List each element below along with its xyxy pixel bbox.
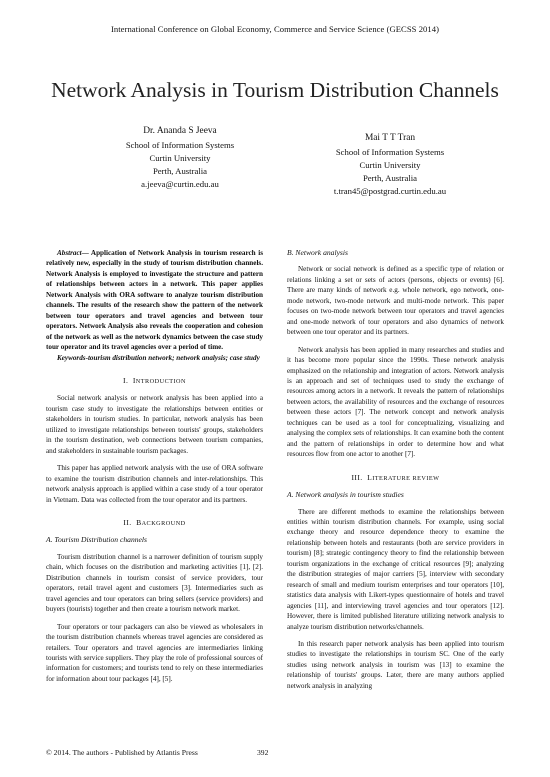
literature-paragraph-1: There are different methods to examine the relationships between entities within tourism distribution channels. For example, using social exchange theory and resource dependence theory to examine the relationship between hotels and restaurants (both are service providers in tourism) [8]; strategic contingency theory to find the relationship between tourism organizations in the exchange of critical resources [9]; analyzing the distribution strategies of major carriers [5], interview with secondary research of small and medium tourism enterprises and tour operators [10], statistics data analysis with Likert-types questionnaire of hotels and travel agencies [11], and interviewing travel agencies and tour operators [12]. However, there is limited published literature utilizing network analysis to analyze tourism distribution networks/channels. [287, 507, 504, 631]
abstract [46, 248, 263, 353]
section-heading-literature-review: III. LITERATURE REVIEW [351, 472, 440, 482]
background-paragraph-3: Network or social network is defined as a specific type of relation or relations linking a set or sets of actors (persons, objects or events) [6]. There are many kinds of network e.g. whole network, ego network, one-mode network, two-mode network and multi-mode network. This paper focuses on two-mode network between tour operators and travel agencies and one-mode network of tour operators and also dynamics of network between one tour operator and its partners. [287, 265, 504, 337]
background-paragraph-2: Tour operators or tour packagers can also be viewed as wholesalers in the tourism distribution channels whereas travel agencies are considered as retailers. Tour operators and travel agencies are intermediaries linking tourists with service suppliers. They play the role of professional sources of information for customers; and tourists tend to rely on these intermediaries for information about tour packages [4], [5]. [46, 622, 263, 683]
author-location: Perth, Australia [362, 173, 418, 183]
background-paragraph-1: Tourism distribution channel is a narrower definition of tourism supply chain, which focuses on the distribution and marketing activities [1], [2]. Distribution channels in tourism consist of service providers, tour operators, retail travel agent and customers [3]. Intermediaries such as travel agencies and tour operators can bring sellers (service providers) and buyers (tourists) together and then create a tourism network market. [46, 552, 263, 614]
author-name: Mai T T Tran [364, 133, 416, 143]
footer-copyright: © 2014. The authors - Published by Atlantis Press [46, 748, 198, 757]
paper-title: Network Analysis in Tourism Distribution Channels [51, 78, 499, 102]
author-block-2 [300, 132, 480, 198]
author-affiliation: School of Information Systems [335, 147, 445, 157]
abstract-lead: Abstract [57, 249, 82, 257]
keywords: Keywords-tourism distribution network; network analysis; case study [57, 353, 260, 362]
subsection-heading-distribution-channels: A. Tourism Distribution channels [46, 535, 147, 545]
section-heading-introduction: I. INTRODUCTION [123, 375, 186, 385]
author-institution: Curtin University [149, 153, 211, 163]
author-email: t.tran45@postgrad.curtin.edu.au [333, 186, 447, 196]
author-affiliation: School of Information Systems [125, 140, 235, 150]
author-email: a.jeeva@curtin.edu.au [141, 179, 219, 189]
background-paragraph-4: Network analysis has been applied in many researches and studies and it has become more popular since the 1990s. These network analysis emphasized on the relationship and integration of actors. Network analysis is an approach and set of techniques used to study the exchange of resources among actors in a network. It reveals the pattern of relationships between actors, the availability of resources and the exchange of resources between these actors [7]. The network concept and network analysis techniques can be used as a tool for conceptualizing, visualizing and analysing the complex sets of relationships. It can examine both the content and the pattern of relationships in order to determine how and what resources flow from one actor to another [7]. [287, 345, 504, 459]
page-number: 392 [257, 748, 269, 757]
subsection-heading-network-analysis: B. Network analysis [287, 248, 348, 257]
author-block-1 [90, 125, 270, 191]
intro-paragraph-1: Social network analysis or network analysis has been applied into a tourism case study to investigate the relationships between entities or stakeholders in tourism studies. In particular, network analysis has been utilized to investigate relationships between tourists' groups, stakeholders in the tourism destination, web connections between tourism companies, and stakeholders in sustainable tourism packages. [46, 394, 263, 455]
abstract-text: — Application of Network Analysis in tourism research is relatively new, especially in the study of tourism distribution channels. Network Analysis is employed to investigate the structure and pattern of relationships between actors in a network. This paper applies Network Analysis with ORA software to analyze tourism distribution channels. The results of the research show the pattern of the network between tour operators and travel agencies and between tour operators. Network Analysis also reveals the cooperation and cohesion of the network as well as the network dynamics between the case study tour operator and its travel agencies over a period of time. [46, 249, 263, 352]
literature-paragraph-2: In this research paper network analysis has been applied into tourism studies to investigate the relationships in tourism SC. One of the early studies using network analysis in tourism was [13] to examine the relationship of tourists' groups. Later, there are many authors applied network analysis in analyzing [287, 639, 504, 690]
intro-paragraph-2: This paper has applied network analysis with the use of ORA software to examine the tourism distribution channels and inter-relationships. This network analysis approach is applied within a case study of a tour operator in Vietnam. Data was collected from the tour operator and its partners. [46, 464, 263, 504]
left-column [46, 248, 263, 684]
author-name: Dr. Ananda S Jeeva [143, 126, 217, 136]
author-location: Perth, Australia [152, 166, 208, 176]
author-institution: Curtin University [359, 160, 421, 170]
section-heading-background: II. BACKGROUND [123, 517, 186, 527]
subsection-heading-network-tourism: A. Network analysis in tourism studies [287, 490, 404, 500]
right-column [287, 248, 504, 691]
running-head: International Conference on Global Economy, Commerce and Service Science (GECSS 2014) [110, 24, 439, 34]
